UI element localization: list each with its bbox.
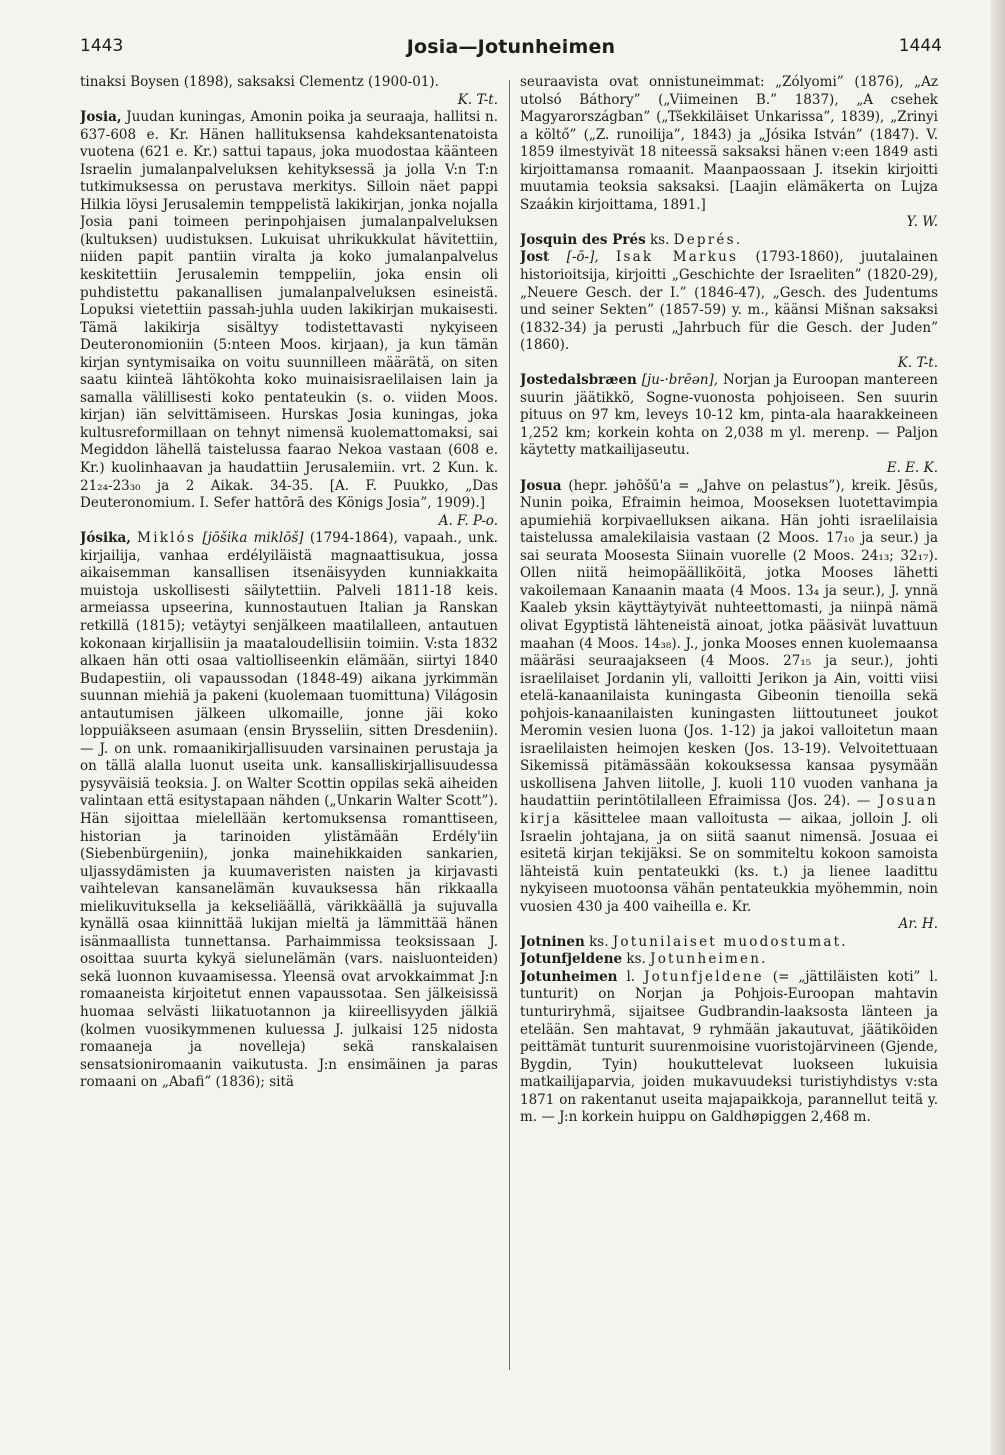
entry-jotunfjeldene <box>520 951 938 969</box>
entry-jostedalsbraeen <box>520 372 938 477</box>
author-signature: A. F. P-o. <box>438 512 498 529</box>
pronunciation: [-ō-], <box>549 249 616 266</box>
entry-jotunheimen <box>520 969 938 1127</box>
entry-text: käsittelee maan valloitusta — aikaa, jolloin J. oli Israelin johtajana, ja on siitä saanut nimensä. Josuaa ei esitetä kirjan tekijäksi. Se on sommiteltu kokoon samoista lähteistä kuin pentateukki (ks. t.) ja lienee laadittu nykyiseen muotoonsa vähän pentateukkia myöhemmin, noin vuosien 430 ja 400 vaiheilla e. Kr. <box>520 810 938 915</box>
headword: Josia, <box>80 109 122 126</box>
entry-text: (1793-1860), juutalainen historioitsija, kirjoitti „Geschichte der Israeliten” (1820-29), „Neuere Gesch. der I.” (1846-47), „Gesch. des Judentums und seiner Sekten” (1857-59) y. m., käänsi Mišnan saksaksi (1832-34) ja perusti „Jahrbuch für die Gesch. der Juden” (1860). <box>520 249 938 354</box>
left-column <box>80 74 498 1394</box>
author-signature: Ar. H. <box>898 916 938 933</box>
entry-text: (hepr. jəhōšū'a = „Jahve on pelastus”), kreik. Jēsūs, Nunin poika, Efraimin heimoa, Mooseksen luotettavimpia apumiehiä korpivaelluksen aikana. Hän johti israelilaisia taistelussa amalekilaisia vastaan (2 Moos. 17₁₀ ja seur.) ja sai seurata Moosesta Siinain vuorelle (2 Moos. 24₁₃; 32₁₇). Ollen niitä heimopäälliköitä, jotka Mooses lähetti vakoilemaan Kanaanin maata (4 Moos. 13₄ ja seur.), J. ynnä Kaaleb yksin käyttäytyivät nuhteettomasti, ja niinpä nämä olivat Egyptistä lähteneistä ainoat, jotka pääsivät luvattuun maahan (4 Moos. 14₃₈). J., jonka Mooses ennen kuolemaansa määräsi seuraajakseen (4 Moos. 27₁₅ ja seur.), johti israelilaiset Jordanin yli, valloitti Jerikon ja Ain, voitti viisi etelä-kanaanilaista kuningasta Gibeonin tienoilla sekä pohjois-kanaanilaisten kuningasten liittoutuneet joukot Meromin vesien luona (Jos. 1-12) ja jakoi valloitetun maan israelilaisten heimojen kesken (Jos. 13-19). Velvoitettuaan Sikemissä pitämässään kokouksessa kansaa pysymään uskollisena Jahven liitolle, J. kuoli 110 vuoden vanhana ja haudattiin perintötilalleen Efraimissa (Jos. 24). — <box>520 477 938 810</box>
headword: Jotunheimen <box>520 968 618 985</box>
pronunciation: [jōšika miklōš] <box>202 530 304 547</box>
page-edge-shadow <box>991 0 1005 1455</box>
cross-reference: Deprés. <box>673 231 743 248</box>
headword: Jotninen <box>520 933 585 950</box>
see-label: ks. <box>645 231 674 248</box>
alias-label: l. <box>617 968 645 985</box>
running-title: Josia—Jotunheimen <box>406 36 616 58</box>
entry-text: (= „jättiläisten koti” l. tunturit) on Norjan ja Pohjois-Euroopan mahtavin tunturiryhmä, sijaitsee Gudbrandin-laaksosta länteen ja etelään. Sen mahtavat, 9 ryhmään jakautuvat, jäätiköiden peittämät tunturit suurenmoisine vuoristojärvineen (Gjende, Bygdin, Tyin) houkuttelevat luokseen lukuisia matkailijaparvia, joiden mukavuudeksi turistiyhdistys v:sta 1871 on rakentanut useita majapaikkoja, parannellut teitä y. m. — J:n korkein huippu on Galdhøpiggen 2,468 m. <box>520 968 938 1126</box>
headword: Jostedalsbræen <box>520 372 637 389</box>
see-label: ks. <box>622 951 651 968</box>
page-number-right: 1444 <box>898 36 942 56</box>
headword: Jósika, <box>80 530 131 547</box>
see-label: ks. <box>584 933 613 950</box>
page-number-left: 1443 <box>80 36 124 56</box>
headword: Josua <box>520 477 562 494</box>
given-name: Isak Markus <box>615 249 739 266</box>
entry-jost <box>520 249 938 372</box>
column-divider <box>509 80 510 1370</box>
headword: Josquin des Prés <box>520 231 646 248</box>
author-signature: K. T-t. <box>457 91 498 108</box>
page-header <box>80 36 942 60</box>
entry-josua <box>520 478 938 934</box>
author-signature: Y. W. <box>906 214 938 231</box>
alias-name: Jotunfjeldene <box>644 968 764 985</box>
entry-text: Juudan kuningas, Amonin poika ja seuraaja, hallitsi n. 637-608 e. Kr. Hänen hallituksensa kahdeksantenatoista vuotena (621 e. Kr.) sattui tapaus, joka muodostaa käänteen Israelin jumalanpalveluksen kehityksessä ja jolla V:n T:n tutkimuksessa on perustava merkitys. Silloin näet pappi Hilkia löysi Jerusalemin temppelistä lakikirjan, jonka nojalla Josia pani toimeen perinpohjaisen jumalanpalveluksen (kultuksen) uudistuksen. Lukuisat uhrikukkulat hävitettiin, niiden papit pantiin viralta ja koko jumalanpalvelus keskitettiin Jerusalemin temppeliin, joka ensin oli puhdistettu pakanallisen jumalanpalveluksen esineistä. Lopuksi vietettiin passah-juhla uuden lakikirjan mukaisesti. Tämä lakikirja sisältyy todistettavasti nykyiseen Deuteronomioniin (5:nteen Moos. kirjaan), ja kun tämän kirjan syntymisaika on voitu suunnilleen määrätä, on siten saatu kiinteä lähtökohta koko muinaisisraelilaisen lain ja samalla välillisesti koko pentateukin (s. o. viiden Moos. kirjan) iän selvittämiseen. Hurskas Josia kuningas, joka kultusreformillaan on tehnyt nimensä kuolemattomaksi, sai Megiddon lähellä taistelussa faarao Nekoa vastaan (608 e. Kr.) kuolinhaavan ja haudattiin Jerusalemiin. vrt. 2 Kun. k. 21₂₄-23₃₀ ja 2 Aikak. 34-35. [A. F. Puukko, „Das Deuteronomium. I. Sefer hattōrā des Königs Josia”, 1909).] <box>80 109 498 512</box>
entry-text: (1794-1864), vapaah., unk. kirjailija, vanhaa erdélyiläistä magnaattisukua, jossa aikaisemman kansallisen itsenäisyyden kunniakkaita muistoja uskollisesti säilytettiin. Palveli 1811-18 keis. armeiassa upseerina, kunnostautuen Italian ja Ranskan retkillä (1815); vetäytyi senjälkeen maatilalleen, antautuen kokonaan kirjallisiin ja maataloudellisiin toimiin. V:sta 1832 alkaen hän otti osaa valtiolliseenkin elämään, siirtyi 1840 Budapestiin, oli vapaussodan (1848-49) aikana jyrkimmän suunnan miehiä ja pakeni (kuolemaan tuomittuna) Világosin antautumisen jälkeen ulkomaille, jonne jäi koko loppuiäkseen asumaan (ensin Brysseliin, sitten Dresdeniin). — J. on unk. romaanikirjallisuuden varsinainen perustaja ja on tällä alalla luonut useita unk. kansalliskirjallisuudessa pysyväisiä teoksia. J. on Walter Scottin oppilas sekä aiheiden valintaan että esitystapaan nähden („Unkarin Walter Scott”). Hän sijoittaa mielellään kertomuksensa romanttiseen, historian ja tarinoiden ylistämään Erdély'iin (Siebenbürgeniin), jonka mainehikkaiden sankarien, uljassydämisten ja kuumaveristen naisten ja kirjavasti vaihtelevan kansanelämän kuvauksessa hän rikkaalla mielikuvituksella ja kekseliäällä, värikkäällä ja sujuvalla kynällä osaa kiinnittää lukijan mieltä ja lämmittää hänen isänmaallista tunnettansa. Parhaimmissa teoksissaan J. osoittaa suurta kykyä sielunelämän (vars. naisluonteiden) sekä luonnon kuvaamisessa. Yleensä ovat arvokkaimmat J:n romaaneista kirjoitetut ennen vapaussotaa. Sen jälkeisissä huomaa selvästi liikatuotannon ja kiireellisyyden jälkiä (kolmen vuosikymmenen kuluessa J. julkaisi 125 nidosta romaaneja ja novelleja) sekä ranskalaisen sensatsioniromaanin vaikutusta. J:n ensimäinen ja paras romaani on „Abafi” (1836); sitä <box>80 530 498 1091</box>
entry-josika <box>80 530 498 1092</box>
right-column <box>520 74 938 1394</box>
entry-text: seuraavista ovat onnistuneimmat: „Zólyomi” (1876), „Az utolsó Báthory” („Viimeinen B.” 1837), „A csehek Magyarországban” („Tšekkiläiset Unkarissa”, 1839), „Zrinyi a költő” („Z. runoilija”, 1843) ja „Jósika István” (1847). V. 1859 ilmestyivät 18 niteessä saksaksi hänen v:een 1849 asti kirjoittamansa romaanit. Maanpaossaan J. itsekin kirjoitti muutamia teoksia saksaksi. [Laajin elämäkerta on Lujza Szaákin kirjoittama, 1891.] <box>520 74 938 213</box>
entry-continuation <box>80 74 498 109</box>
cross-reference: Jotunheimen. <box>650 951 768 968</box>
entry-josquin <box>520 232 938 250</box>
book-title: Josuan kirja <box>520 793 938 827</box>
headword: Jost <box>520 249 550 266</box>
entry-text: tinaksi Boysen (1898), saksaksi Clementz (1900-01). <box>80 74 439 90</box>
pronunciation: [ju-·brēən], <box>636 372 723 389</box>
entry-text: Norjan ja Euroopan mantereen suurin jäätikkö, Sogne-vuonosta pohjoiseen. Sen suurin pituus on 97 km, leveys 10-12 km, pinta-ala haarakkeineen 1,252 km; korkein kohta on 2,038 m yl. merenp. — Paljon käytetty matkailijaseutu. <box>520 372 938 459</box>
headword: Jotunfjeldene <box>520 951 623 968</box>
entry-josia <box>80 109 498 530</box>
entry-jotninen <box>520 934 938 952</box>
given-name: Miklós <box>137 530 197 547</box>
author-signature: K. T-t. <box>897 354 938 371</box>
author-signature: E. E. K. <box>886 460 938 477</box>
entry-continuation <box>520 74 938 232</box>
cross-reference: Jotunilaiset muodostumat. <box>612 933 848 950</box>
